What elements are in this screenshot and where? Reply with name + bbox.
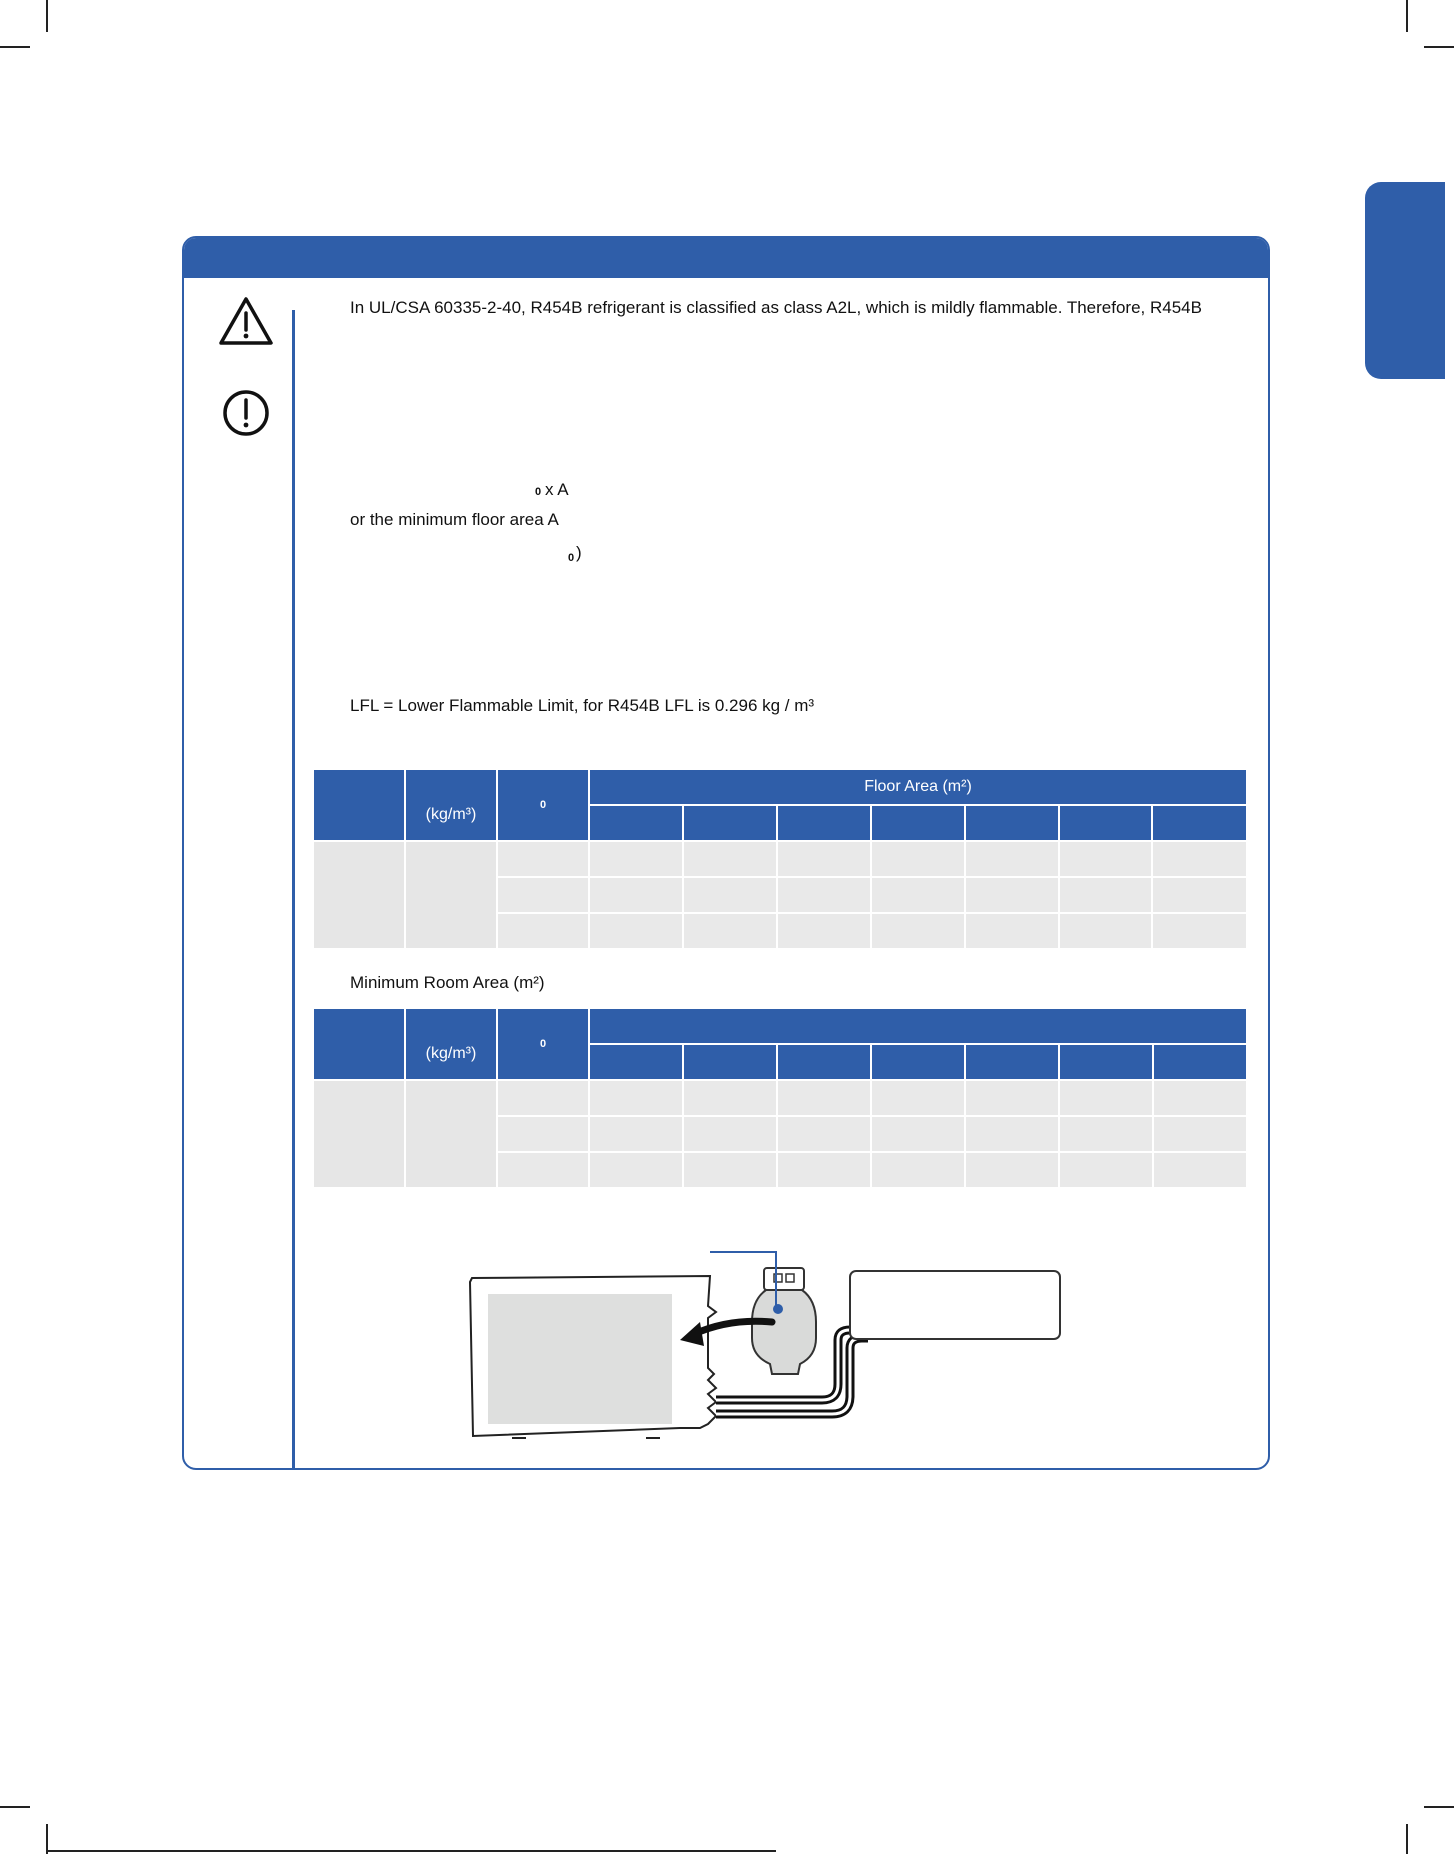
table-cell	[406, 842, 496, 948]
table-header-cell	[966, 1045, 1058, 1079]
table-header-unit	[406, 770, 496, 840]
table-cell	[966, 1117, 1058, 1151]
table-cell	[872, 914, 964, 948]
exclamation-circle-icon	[222, 389, 270, 437]
table-cell	[966, 878, 1058, 912]
table-header-cell	[590, 1009, 1246, 1043]
table-cell	[778, 842, 870, 876]
indoor-unit-illustration	[470, 1276, 716, 1438]
table-cell	[684, 1081, 776, 1115]
table-header-cell	[778, 1045, 870, 1079]
floor-area-header: Floor Area (m²)	[590, 770, 1246, 804]
crop-mark	[1424, 1806, 1454, 1808]
table-cell	[1060, 1153, 1152, 1187]
table-header-cell	[872, 1045, 964, 1079]
table-header-cell	[684, 1045, 776, 1079]
table-cell	[590, 1117, 682, 1151]
table-header-cell	[966, 806, 1058, 840]
panel-header-bar	[184, 238, 1268, 278]
panel-divider-line	[292, 310, 295, 1470]
refrigerant-charge-diagram	[460, 1238, 1080, 1448]
table-cell	[872, 1081, 964, 1115]
language-side-tab	[1365, 182, 1445, 379]
table-cell	[778, 1081, 870, 1115]
table-cell	[778, 878, 870, 912]
min-floor-area-text: or the minimum floor area A	[350, 510, 559, 529]
table-cell	[1060, 1117, 1152, 1151]
table-cell	[1154, 1081, 1246, 1115]
table-cell	[872, 878, 964, 912]
table-cell	[314, 842, 404, 948]
formula-subscript: 0	[568, 552, 575, 564]
table-header-cell	[590, 806, 682, 840]
table-cell	[684, 1117, 776, 1151]
table-cell	[590, 878, 682, 912]
table-cell	[1060, 1081, 1152, 1115]
table-cell	[498, 842, 588, 876]
table-header-cell	[314, 1009, 404, 1079]
table-header-cell	[498, 1009, 588, 1079]
table-header-cell	[590, 1045, 682, 1079]
table-cell	[872, 1153, 964, 1187]
table-cell	[684, 914, 776, 948]
table-header-cell	[1153, 806, 1246, 840]
lfl-definition-text: LFL = Lower Flammable Limit, for R454B LFL is 0.296 kg / m³	[350, 696, 815, 715]
table-cell	[1154, 1153, 1246, 1187]
table-cell	[684, 1153, 776, 1187]
table-header-cell	[872, 806, 964, 840]
unit-label: (kg/m³)	[425, 806, 477, 823]
bottom-rule	[48, 1850, 776, 1852]
table-cell	[966, 914, 1058, 948]
outdoor-unit-box	[850, 1271, 1060, 1339]
table-header-unit	[406, 1009, 496, 1079]
crop-mark	[1424, 46, 1454, 48]
table-cell	[966, 1081, 1058, 1115]
table-cell	[778, 1117, 870, 1151]
warning-intro-text: In UL/CSA 60335-2-40, R454B refrigerant is classified as class A2L, which is mildly flammable. Therefore, R454B	[350, 298, 1202, 317]
table-cell	[498, 1117, 588, 1151]
table-cell	[406, 1081, 496, 1187]
table-cell	[498, 1081, 588, 1115]
table-cell	[778, 914, 870, 948]
table-cell	[590, 842, 682, 876]
subscript-label: 0	[539, 799, 547, 811]
table-cell	[966, 1153, 1058, 1187]
table-cell	[872, 842, 964, 876]
table-cell	[590, 1153, 682, 1187]
table-cell	[1060, 914, 1152, 948]
crop-mark	[1406, 1824, 1408, 1854]
table-cell	[1153, 878, 1246, 912]
table-cell	[590, 914, 682, 948]
table-cell	[314, 1081, 404, 1187]
table-cell	[872, 1117, 964, 1151]
min-room-area-caption: Minimum Room Area (m²)	[350, 973, 545, 992]
formula-subscript: 0	[535, 486, 542, 498]
formula-fragment: )	[576, 543, 582, 562]
table-header-cell	[1060, 806, 1152, 840]
table-cell	[1153, 842, 1246, 876]
table-header-cell	[498, 770, 588, 840]
formula-fragment: x A	[545, 480, 569, 499]
table-header-cell	[684, 806, 776, 840]
table-cell	[1154, 1117, 1246, 1151]
table-cell	[498, 878, 588, 912]
crop-mark	[0, 46, 30, 48]
table-cell	[684, 842, 776, 876]
table-cell	[684, 878, 776, 912]
table-cell	[966, 842, 1058, 876]
warning-triangle-icon	[218, 296, 274, 346]
table-cell	[1060, 878, 1152, 912]
table-header-cell	[1154, 1045, 1246, 1079]
crop-mark	[46, 0, 48, 32]
floor-area-table	[312, 768, 1248, 950]
table-cell	[498, 1153, 588, 1187]
unit-label: (kg/m³)	[425, 1045, 477, 1062]
table-cell	[1153, 914, 1246, 948]
table-cell	[1060, 842, 1152, 876]
table-cell	[778, 1153, 870, 1187]
table-header-cell	[778, 806, 870, 840]
crop-mark	[0, 1806, 30, 1808]
table-cell	[498, 914, 588, 948]
table-cell	[590, 1081, 682, 1115]
table-header-cell	[314, 770, 404, 840]
subscript-label: 0	[539, 1038, 547, 1050]
indoor-unit-panel	[488, 1294, 672, 1424]
table-header-cell	[1060, 1045, 1152, 1079]
min-room-area-table	[312, 1007, 1248, 1189]
crop-mark	[1406, 0, 1408, 32]
